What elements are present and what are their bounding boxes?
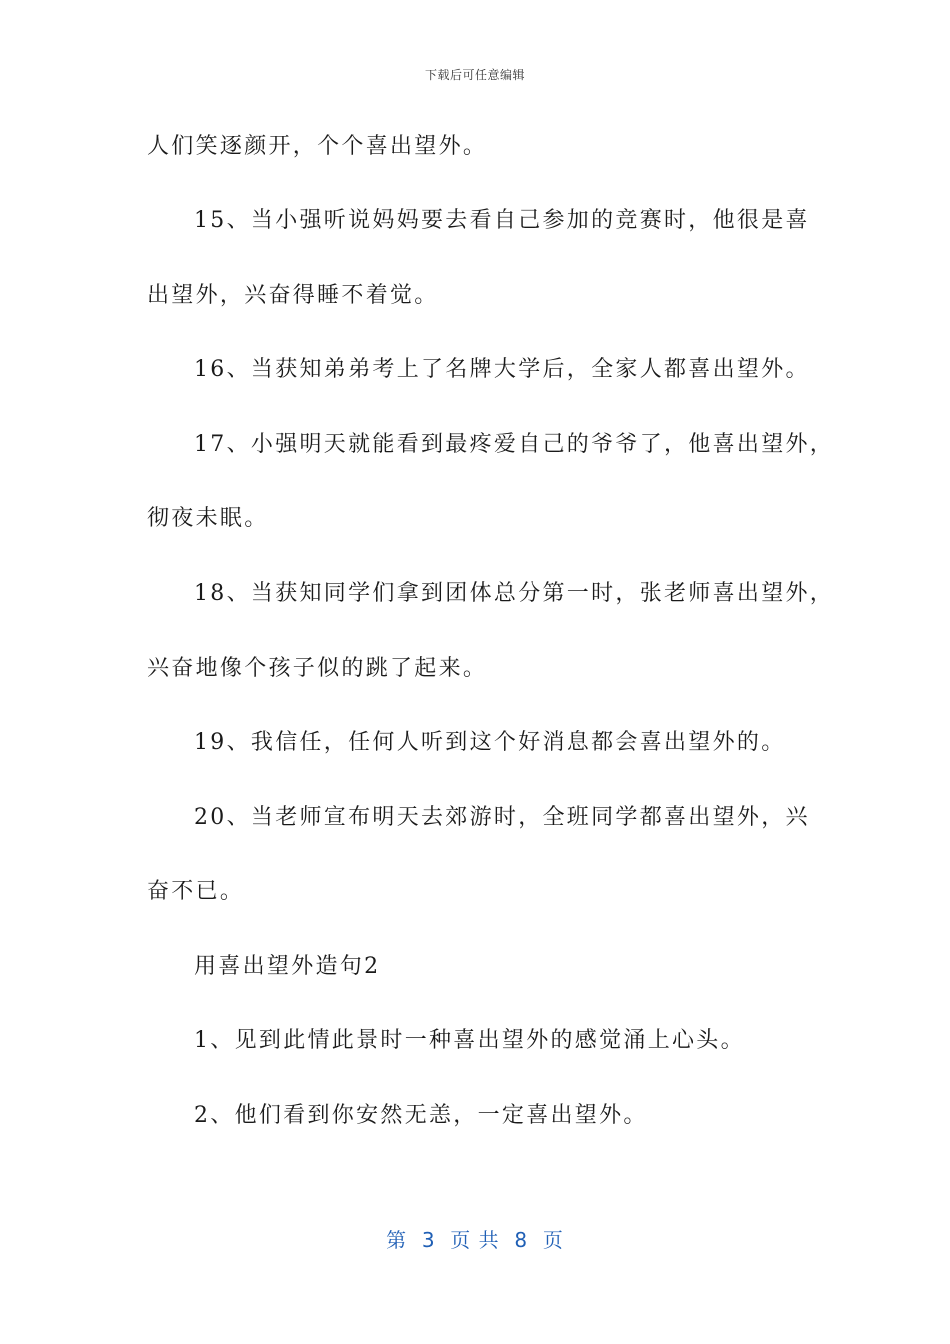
text-line: 人们笑逐颜开，个个喜出望外。	[147, 134, 488, 159]
text-line: 奋不已。	[147, 879, 245, 904]
header-note: 下载后可任意编辑	[424, 68, 525, 82]
text-line: 17、小强明天就能看到最疼爱自己的爷爷了，他喜出望外，	[194, 432, 835, 457]
text-line: 2、他们看到你安然无恙，一定喜出望外。	[194, 1103, 648, 1128]
text-line: 出望外，兴奋得睡不着觉。	[147, 283, 439, 308]
text-line: 兴奋地像个孩子似的跳了起来。	[147, 656, 488, 681]
page-number-footer: 第 3 页 共 8 页	[386, 1228, 564, 1252]
section-heading: 用喜出望外造句2	[194, 954, 381, 979]
text-line: 19、我信任，任何人听到这个好消息都会喜出望外的。	[194, 730, 786, 755]
text-line: 16、当获知弟弟考上了名牌大学后，全家人都喜出望外。	[194, 357, 810, 382]
text-line: 20、当老师宣布明天去郊游时，全班同学都喜出望外，兴	[194, 805, 810, 830]
text-line: 1、见到此情此景时一种喜出望外的感觉涌上心头。	[194, 1028, 745, 1053]
text-line: 15、当小强听说妈妈要去看自己参加的竞赛时，他很是喜	[194, 208, 810, 233]
text-line: 18、当获知同学们拿到团体总分第一时，张老师喜出望外，	[194, 581, 835, 606]
text-line: 彻夜未眠。	[147, 506, 269, 531]
